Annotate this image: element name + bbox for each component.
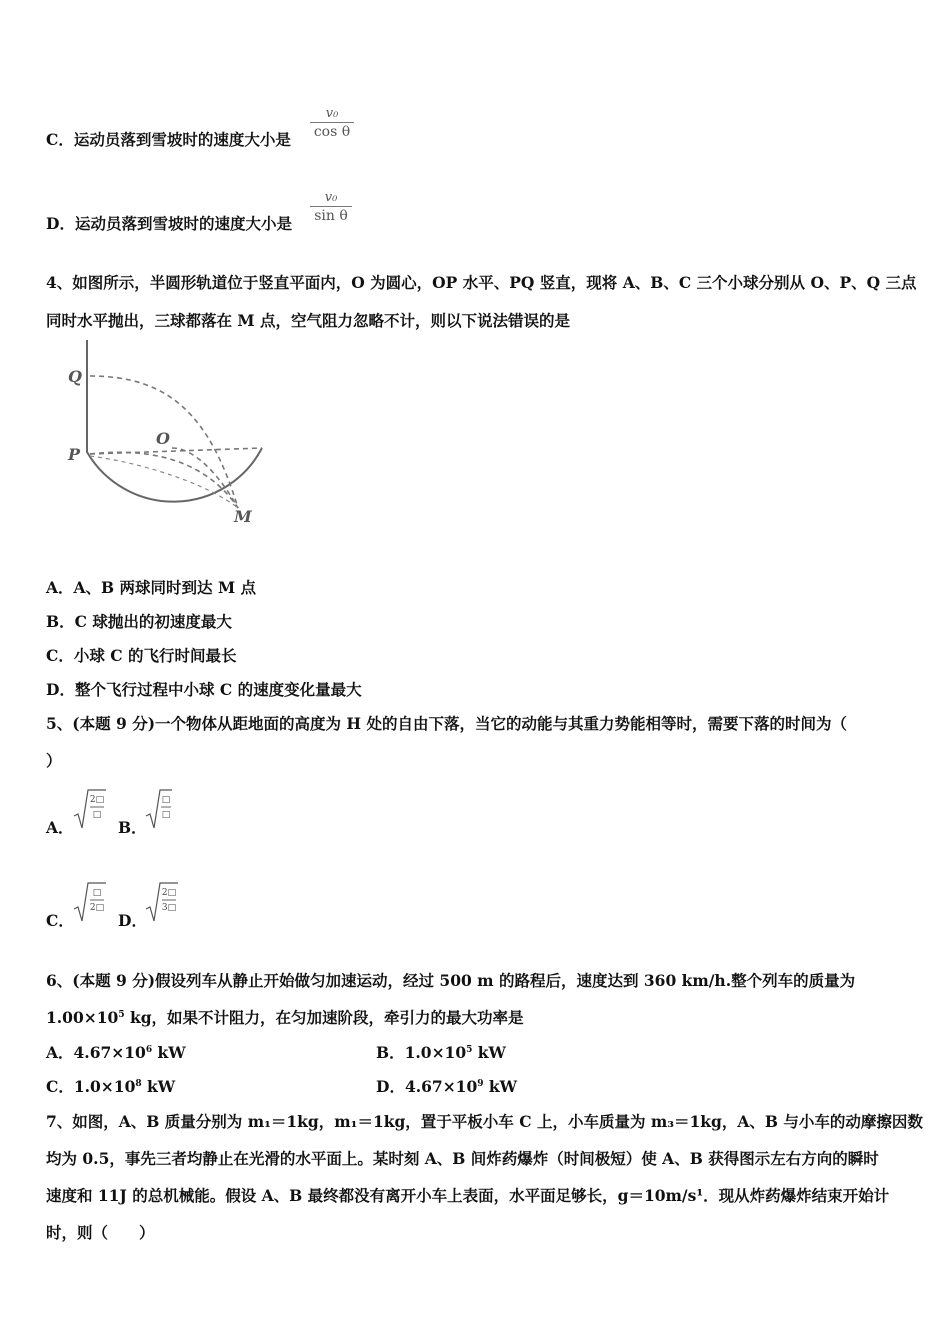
q5-option-d-label: D． — [118, 911, 147, 930]
svg-text:3□: 3□ — [161, 903, 177, 913]
q3-option-c: C．运动员落到雪坡时的速度大小是 — [46, 130, 291, 149]
q7-stem-line2: 均为 0.5，事先三者均静止在光滑的水平面上。某时刻 A、B 间炸药爆炸（时间极短）使 A、B 获得图示左右方向的瞬时 — [46, 1149, 879, 1168]
q4-option-b: B．C 球抛出的初速度最大 — [46, 612, 232, 631]
q6-option-b: B．$1.0\times 10^5$ kW — [376, 1043, 506, 1062]
q7-stem-line4: 时，则（ ） — [46, 1223, 155, 1242]
svg-text:2□: 2□ — [161, 888, 177, 898]
svg-text:□: □ — [92, 888, 102, 898]
q6-stem-line2: $1.00\times 10^5$ kg，如果不计阻力，在匀加速阶段，牵引力的最大功率是 — [46, 1008, 524, 1027]
label-q: Q — [68, 367, 82, 386]
q4-stem-line2: 同时水平抛出，三球都落在 M 点，空气阻力忽略不计，则以下说法错误的是 — [46, 311, 570, 330]
q5-option-d-radical — [144, 879, 180, 925]
label-o: O — [156, 429, 170, 448]
q4-option-c: C．小球 C 的飞行时间最长 — [46, 646, 237, 665]
q4-option-d: D．整个飞行过程中小球 C 的速度变化量最大 — [46, 680, 362, 699]
svg-text:□: □ — [161, 795, 171, 805]
label-m: M — [234, 507, 252, 526]
q6-option-c: C．$1.0\times 10^8$ kW — [46, 1077, 176, 1096]
svg-text:□: □ — [161, 810, 171, 820]
q5-stem-line2: ） — [46, 751, 62, 770]
q4-option-a: A．A、B 两球同时到达 M 点 — [46, 578, 256, 597]
svg-text:2□: 2□ — [89, 903, 105, 913]
q5-option-c-label: C． — [46, 911, 74, 930]
svg-text:□: □ — [92, 810, 102, 820]
q5-option-a-label: A． — [46, 818, 74, 837]
q5-option-a-radical — [72, 786, 108, 832]
svg-text:2□: 2□ — [89, 795, 105, 805]
label-p: P — [68, 445, 81, 464]
q4-figure-semicircle — [60, 336, 270, 536]
q4-stem-line1: 4、如图所示，半圆形轨道位于竖直平面内，O 为圆心，OP 水平、PQ 竖直，现将 A、B、C 三个小球分别从 O、P、Q 三点 — [46, 273, 917, 292]
trajectory-from-o — [172, 448, 238, 508]
q5-option-b-label: B． — [118, 818, 147, 837]
track-curve — [87, 340, 262, 502]
q6-option-d: D．$4.67\times 10^9$ kW — [376, 1077, 518, 1096]
q5-option-c-radical — [72, 879, 108, 925]
q6-stem-line1: 6、(本题 9 分)假设列车从静止开始做匀加速运动，经过 500 m 的路程后，速度达到 360 km/h.整个列车的质量为 — [46, 971, 856, 990]
q7-stem-line3: 速度和 11J 的总机械能。假设 A、B 最终都没有离开小车上表面，水平面足够长，g＝10m/s¹．现从炸药爆炸结束开始计 — [46, 1186, 890, 1205]
q3-option-d-denominator: sin θ — [314, 208, 348, 224]
q3-option-d-numerator: v₀ — [324, 190, 338, 205]
q3-option-c-fraction — [310, 106, 354, 141]
q3-option-d: D．运动员落到雪坡时的速度大小是 — [46, 214, 292, 233]
q3-option-c-numerator: v₀ — [325, 106, 339, 121]
q3-option-d-fraction — [310, 190, 352, 225]
q5-stem-line1: 5、(本题 9 分)一个物体从距地面的高度为 H 处的自由下落，当它的动能与其重力势能相等时，需要下落的时间为（ — [46, 714, 847, 733]
q3-option-c-denominator: cos θ — [313, 124, 351, 140]
q7-stem-line1: 7、如图，A、B 质量分别为 m₁＝1kg，m₁＝1kg，置于平板小车 C 上，小车质量为 m₃＝1kg，A、B 与小车的动摩擦因数 — [46, 1112, 923, 1131]
q5-option-b-radical — [144, 786, 174, 832]
q6-option-a: A．$4.67\times 10^6$ kW — [46, 1043, 186, 1062]
